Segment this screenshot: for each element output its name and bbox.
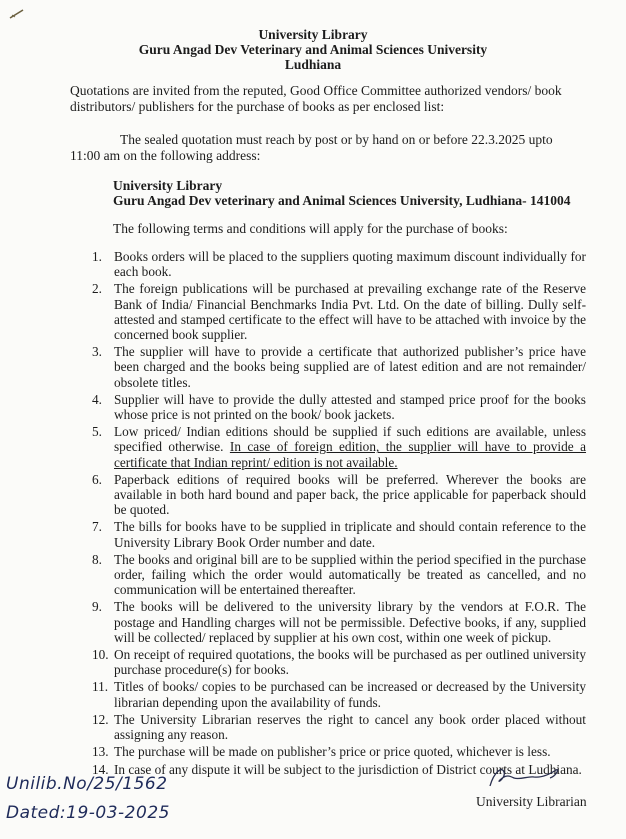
term-text: Titles of books/ copies to be purchased can be increased or decreased by the University librarian depending upon the availability of funds.: [114, 679, 586, 710]
term-text: Low priced/ Indian editions should be supplied if such editions are available, unless specified otherwise.: [114, 424, 586, 455]
header-university: Guru Angad Dev Veterinary and Animal Sciences University: [138, 42, 488, 57]
signature-icon: [484, 762, 564, 792]
deadline-line-2: 11:00 am on the following address:: [70, 148, 261, 163]
term-item: [92, 519, 586, 549]
pen-mark-icon: [8, 8, 26, 20]
intro-line-1: Quotations are invited from the reputed, Good Office Committee authorized vendors/ book: [70, 83, 562, 98]
term-text: The books and original bill are to be supplied within the period specified in the purchase order, failing which the order would automatically be treated as cancelled, and no communication will be entertained thereafter.: [114, 551, 586, 598]
header-city: Ludhiana: [284, 57, 342, 72]
term-number: 10.: [92, 647, 109, 663]
term-text: In case of any dispute it will be subject to the jurisdiction of District courts at Ludhiana.: [114, 761, 582, 777]
term-item: [92, 249, 586, 279]
handwritten-date: Dated:19-03-2025: [6, 803, 170, 823]
term-text: The supplier will have to provide a certificate that authorized publisher’s price have been charged and the books being supplied are of latest edition and are not remainder/ obsolete titles.: [114, 344, 586, 390]
term-text: Books orders will be placed to the suppliers quoting maximum discount individually for each book.: [114, 249, 586, 280]
term-text: The purchase will be made on publisher’s price or price quoted, whichever is less.: [114, 744, 551, 760]
handwritten-reference-number: Unilib.No/25/1562: [6, 774, 168, 794]
term-number: 11.: [92, 679, 109, 695]
header-library: University Library: [258, 27, 368, 42]
term-number: 6.: [92, 471, 102, 487]
term-number: 8.: [92, 551, 102, 567]
signatory-title: University Librarian: [476, 794, 587, 809]
delivery-address: [113, 178, 571, 208]
term-number: 1.: [92, 249, 102, 264]
term-number: 4.: [92, 391, 102, 407]
term-item: [92, 281, 586, 342]
term-item: [92, 472, 586, 518]
term-number: 14.: [92, 761, 109, 777]
term-number: 12.: [92, 711, 109, 727]
term-text: The books will be delivered to the university library by the vendors at F.O.R. The postage and Handling charges will not be permissible. Defective books, if any, supplied will be collected/ replaced by supplier at his own cost, within one week of pickup.: [114, 599, 586, 645]
letter-header: [0, 27, 626, 72]
term-item: [92, 599, 586, 645]
term-text: The bills for books have to be supplied in triplicate and should contain reference to the University Library Book Order number and date.: [114, 519, 586, 550]
term-number: 5.: [92, 424, 102, 440]
term-number: 13.: [92, 744, 109, 760]
terms-intro: The following terms and conditions will apply for the purchase of books:: [113, 221, 508, 236]
term-number: 9.: [92, 599, 102, 615]
term-item: [92, 679, 586, 709]
address-library: University Library: [113, 178, 223, 193]
term-item: [92, 647, 586, 677]
term-item: [92, 712, 586, 742]
term-number: 2.: [92, 281, 102, 297]
term-item: [92, 552, 586, 598]
term-text: The foreign publications will be purchased at prevailing exchange rate of the Reserve Bank of India/ Financial Benchmarks India Pvt. Ltd. On the date of billing. Dully self-attested and stamped certificate to the effect will have to be attached with invoice by the concerned book supplier.: [114, 281, 586, 343]
term-item: [92, 424, 586, 470]
term-text: On receipt of required quotations, the books will be purchased as per outlined university purchase procedure(s) for books.: [114, 647, 586, 678]
term-underlined-text: In case of foreign edition, the supplier will have to provide a certificate that Indian reprint/ edition is not available.: [114, 439, 587, 470]
deadline-line-1: The sealed quotation must reach by post or by hand on or before 22.3.2025 upto: [120, 132, 553, 147]
terms-list: [92, 249, 586, 779]
intro-line-2: distributors/ publishers for the purchase of books as per enclosed list:: [70, 99, 445, 114]
term-text: The University Librarian reserves the right to cancel any book order placed without assigning any reason.: [114, 711, 586, 743]
term-text: Paperback editions of required books will be preferred. Wherever the books are available in both hard bound and paper back, the price applicable for paperback should be quoted.: [114, 471, 586, 518]
term-item: [92, 344, 586, 390]
term-number: 3.: [92, 344, 102, 360]
term-number: 7.: [92, 519, 102, 535]
address-university: Guru Angad Dev veterinary and Animal Sciences University, Ludhiana- 141004: [113, 193, 571, 208]
term-item: [92, 744, 586, 759]
term-item: [92, 392, 586, 422]
term-text: Supplier will have to provide the dully attested and stamped price proof for the books whose price is not printed on the book/ book jackets.: [114, 391, 586, 423]
